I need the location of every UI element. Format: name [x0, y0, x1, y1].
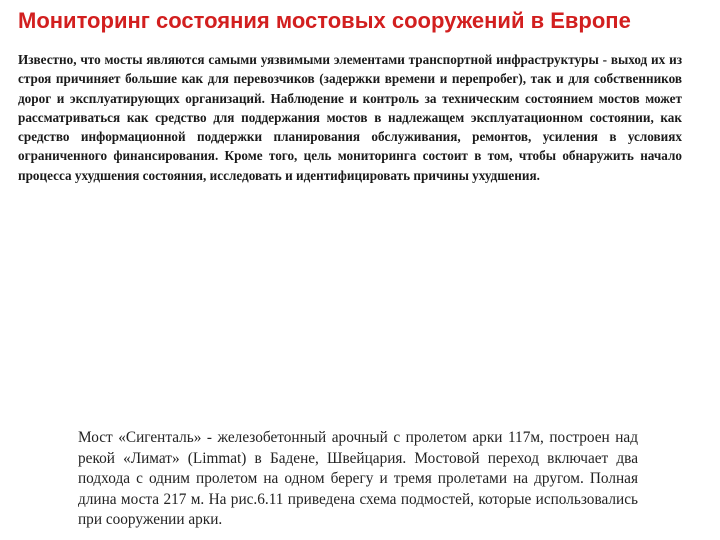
slide-body-text: Известно, что мосты являются самыми уязвимыми элементами транспортной инфраструктуры - выход их из строя причиняет большие как для перевозчиков (задержки времени и перепробег), так и для собственников дорог и эксплуатирующих организаций. Наблюдение и контроль за техническим состоянием мостов может рассматриваться как средство для поддержания мостов в надлежащем эксплуатационном состоянии, как средство информационной поддержки планирования обслуживания, ремонтов, усиления в условиях ограниченного финансирования. Кроме того, цель мониторинга состоит в том, чтобы обнаружить начало процесса ухудшения состояния, исследовать и идентифицировать причины ухудшения.: [18, 52, 682, 183]
slide-title: Мониторинг состояния мостовых сооружений в Европе: [18, 8, 631, 33]
bridge-caption: Мост «Сигенталь» - железобетонный арочный с пролетом арки 117м, построен над рекой «Лимат» (Limmat) в Бадене, Швейцария. Мостовой переход включает два подхода с одним пролетом на одном берегу и тремя пролетами на другом. Полная длина моста 217 м. На рис.6.11 приведена схема подмостей, которые использовались при сооружении арки.: [78, 429, 638, 529]
